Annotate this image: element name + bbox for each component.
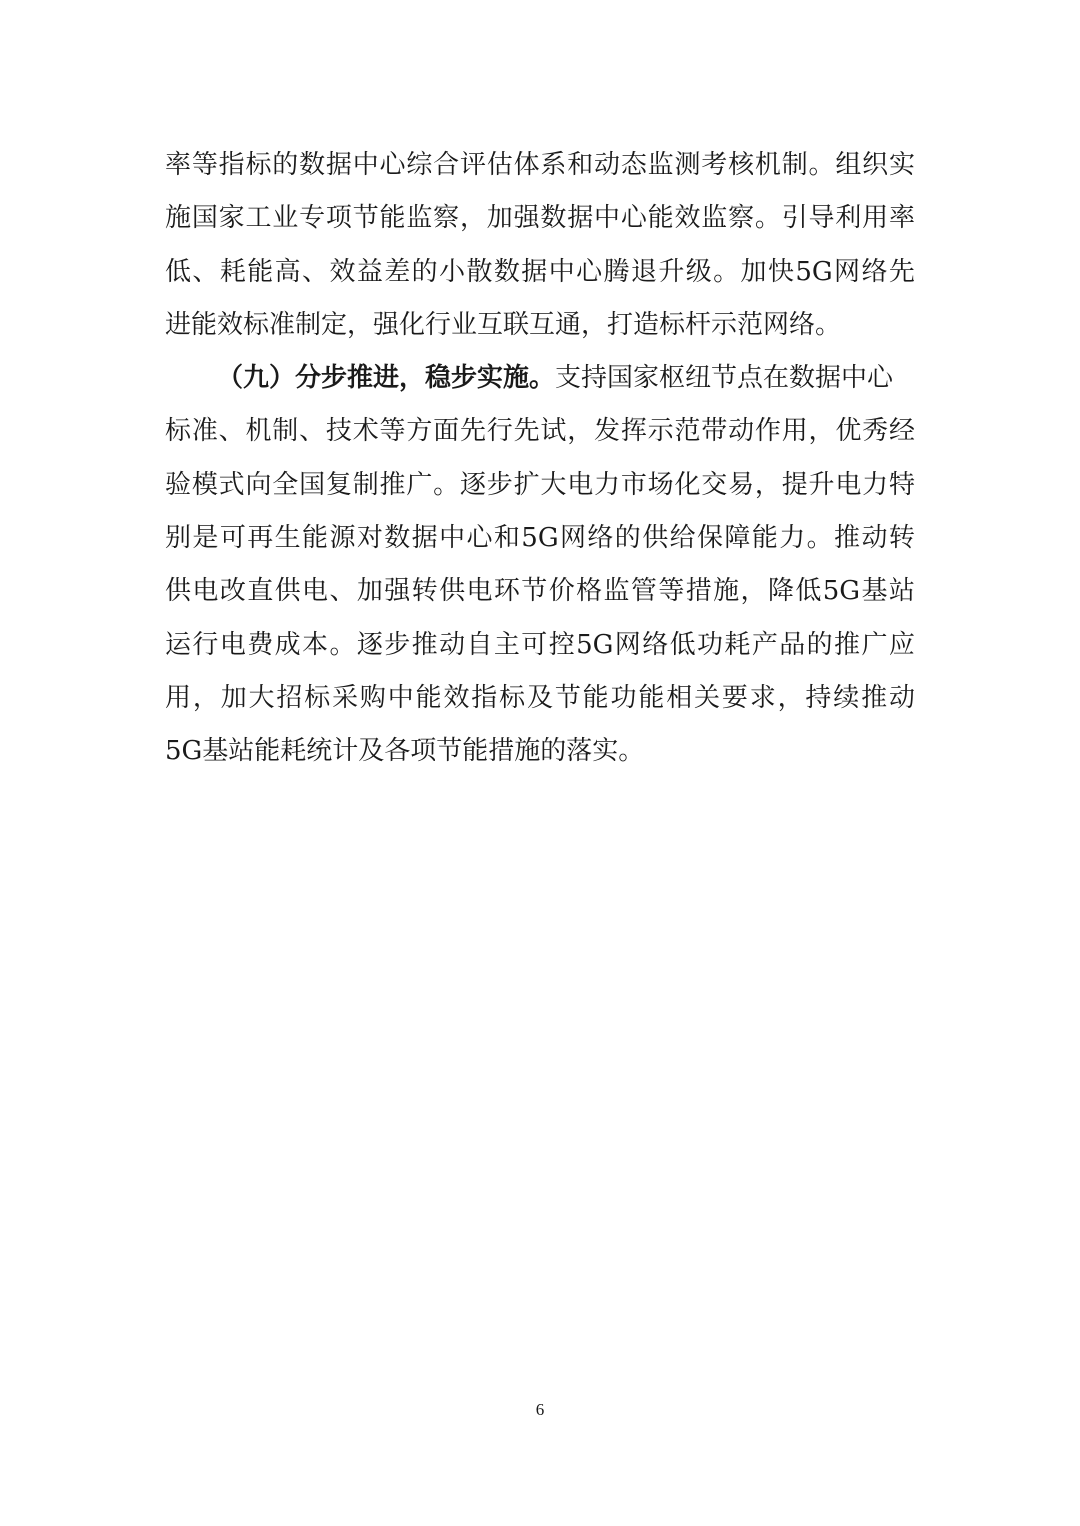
paragraph-line [165,565,915,618]
paragraph-line [165,405,915,458]
line-text: 率 等 指 标 的 数 据 中 心 综 合 评 估 体 系 和 动 态 监 测 考 核 机 制 。 组 织 实 [165,150,915,180]
body-text [165,139,915,779]
paragraph-line [165,246,915,299]
paragraph-line [165,192,915,245]
paragraph-line [165,299,915,352]
line-text: 别 是 可 再 生 能 源 对 数 据 中 心 和 5G 网 络 的 供 给 保 障 能 力 。 推 动 转 [165,523,915,554]
line-text: 施 国 家 工 业 专 项 节 能 监 察 ， 加 强 数 据 中 心 能 效 监 察 。 引 导 利 用 率 [165,203,915,234]
line-text: 验 模 式 向 全 国 复 制 推 广 。 逐 步 扩 大 电 力 市 场 化 交 易 ， 提 升 电 力 特 [165,469,915,500]
section-heading: （九）分步推进，稳步实施。 [217,363,556,394]
line-text: 进能效标准制定，强化行业互联互通，打造标杆示范网络。 [165,309,842,340]
paragraph-line [165,672,915,725]
line-text: 供 电 改 直 供 电 、 加 强 转 供 电 环 节 价 格 监 管 等 措 施 ， 降 低 5G 基 站 [165,576,915,607]
paragraph-line [165,139,915,192]
line-text: 支持国家枢纽节点在数据中心 [555,363,894,394]
paragraph-line [165,512,915,565]
paragraph-line [165,619,915,672]
paragraph-line [165,725,915,778]
page-number: 6 [535,1400,545,1419]
paragraph-line [165,352,915,405]
paragraph-line [165,459,915,512]
line-text: 用 ， 加 大 招 标 采 购 中 能 效 指 标 及 节 能 功 能 相 关 要 求 ， 持 续 推 动 [165,682,915,713]
line-text: 5G基站能耗统计及各项节能措施的落实。 [165,736,645,767]
line-text: 标 准 、 机 制 、 技 术 等 方 面 先 行 先 试 ， 发 挥 示 范 带 动 作 用 ， 优 秀 经 [165,416,915,447]
line-text: 低 、 耗 能 高 、 效 益 差 的 小 散 数 据 中 心 腾 退 升 级 。 加 快 5G 网 络 先 [165,256,915,287]
line-text: 运 行 电 费 成 本 。 逐 步 推 动 自 主 可 控 5G 网 络 低 功 耗 产 品 的 推 广 应 [165,629,915,660]
